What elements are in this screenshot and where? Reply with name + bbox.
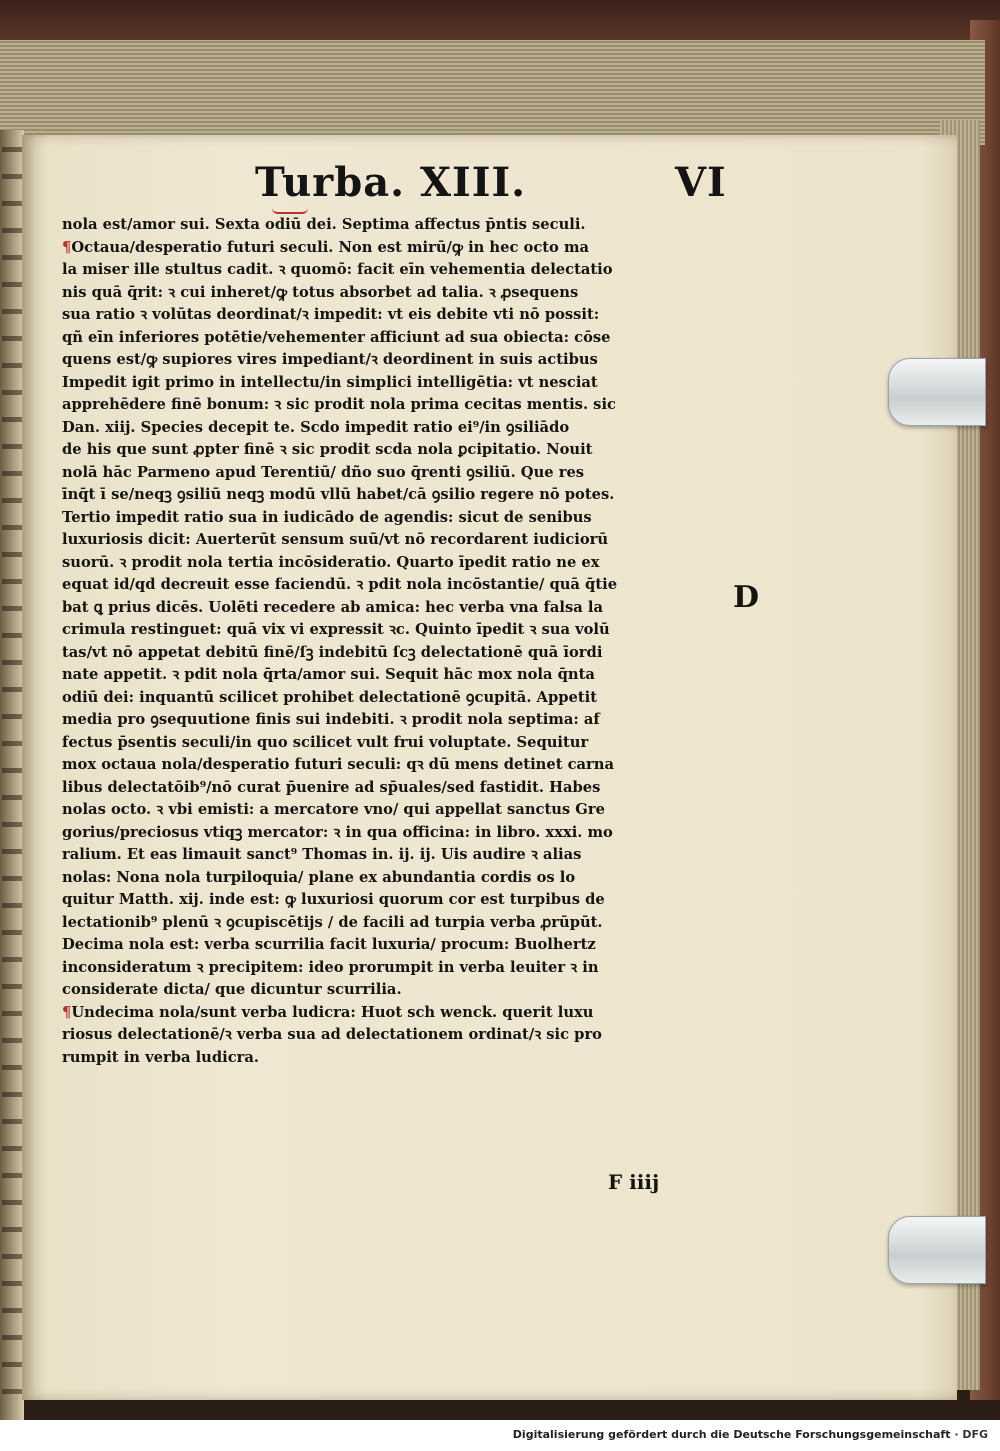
text-line: apprehēdere finē bonum: ꝛ sic prodit nola prima cecitas mentis. sic xyxy=(62,396,616,413)
dfg-logo: · DFG xyxy=(954,1428,988,1441)
running-title: Turba. XIII. xyxy=(255,159,527,206)
facing-page-gutter xyxy=(0,130,24,1420)
facing-page-text-fragments xyxy=(2,140,22,1410)
text-line: inconsideratum ꝛ precipitem: ideo prorumpit in verba leuiter ꝛ in xyxy=(62,958,599,976)
text-line: fectus p̄sentis seculi/in quo scilicet vult frui voluptate. Sequitur xyxy=(62,733,589,751)
text-line: nis quā q̄rit: ꝛ cui inheret/ꝙ totus absorbet ad talia. ꝛ ꝓsequens xyxy=(62,283,579,301)
text-line-content: Octaua/desperatio futuri seculi. Non est mirū/ꝙ in hec octo ma xyxy=(71,238,590,256)
text-line: Tertio impedit ratio sua in iudicādo de agendis: sicut de senibus xyxy=(62,508,592,526)
text-line: libus delectatōib⁹/nō curat p̄uenire ad sp̄uales/sed fastidit. Habes xyxy=(62,778,601,796)
text-line: bat ꝗ prius dicēs. Uolēti recedere ab amica: hec verba vna falsa la xyxy=(62,598,603,616)
signature-mark: F iiij xyxy=(608,1170,660,1194)
page-body-text xyxy=(62,214,717,1069)
text-line: Dan. xiij. Species decepit te. Scdo impedit ratio ei⁹/in ꝯsiliādo xyxy=(62,418,570,436)
text-line xyxy=(62,1002,717,1025)
text-line: rumpit in verba ludicra. xyxy=(62,1048,260,1066)
text-line: Decima nola est: verba scurrilia facit luxuria/ procum: Buolhertz xyxy=(62,936,596,953)
rubric-mark-icon: ¶ xyxy=(62,1003,72,1021)
text-line: quens est/ꝙ supiores vires impediant/ꝛ deordinent in suis actibus xyxy=(62,351,598,368)
page-clamp-top xyxy=(888,358,986,426)
text-line: nolas octo. ꝛ vbi emisti: a mercatore vno/ qui appellat sanctus Gre xyxy=(62,801,605,818)
text-line: mox octaua nola/desperatio futuri seculi: qꝛ dū mens detinet carna xyxy=(62,756,614,773)
book-cover-top xyxy=(0,0,1000,40)
text-line: nolā hāc Parmeno apud Terentiū/ dño suo q̄renti ꝯsiliū. Que res xyxy=(62,463,585,481)
text-line: qñ eīn inferiores potētie/vehementer afficiunt ad sua obiecta: cōse xyxy=(62,328,611,346)
rubric-mark-icon: ¶ xyxy=(62,238,72,256)
text-line: luxuriosis dicit: Auerterūt sensum suū/vt nō recordarent iudiciorū xyxy=(62,531,609,548)
text-line: riosus delectationē/ꝛ verba sua ad delectationem ordinat/ꝛ sic pro xyxy=(62,1026,602,1043)
text-line: lectationib⁹ plenū ꝛ ꝯcupiscētijs / de facili ad turpia verba ꝓrūpūt. xyxy=(62,913,603,931)
text-line: nolas: Nona nola turpiloquia/ plane ex abundantia cordis os lo xyxy=(62,868,576,886)
text-line: equat id/qd decreuit esse faciendū. ꝛ pdit nola incōstantie/ quā q̄tie xyxy=(62,576,618,593)
text-line-content: Undecima nola/sunt verba ludicra: Huot sch wenck. querit luxu xyxy=(71,1003,594,1021)
folio-number: VI xyxy=(675,159,727,206)
text-line: Impedit igit primo in intellectu/in simplici intelligētia: vt nesciat xyxy=(62,373,598,391)
text-line xyxy=(62,237,717,260)
text-line: suorū. ꝛ prodit nola tertia incōsideratio. Quarto īpedit ratio ne ex xyxy=(62,553,600,571)
text-line: considerate dicta/ que dicuntur scurrilia. xyxy=(62,981,402,998)
text-line: odiū dei: inquantū scilicet prohibet delectationē ꝯcupitā. Appetit xyxy=(62,688,597,706)
page-block-top-edge xyxy=(0,40,985,145)
text-line: īnq̄t ī se/neqꝫ ꝯsiliū neqꝫ modū vllū habet/cā ꝯsilio regere nō potes. xyxy=(62,486,615,503)
text-line: crimula restinguet: quā vix vi expressit ꝛc. Quinto īpedit ꝛ sua volū xyxy=(62,621,610,638)
text-line: tas/vt nō appetat debitū finē/ſꝫ indebitū ſcꝫ delectationē quā īordi xyxy=(62,643,603,661)
text-line: media pro ꝯsequutione finis sui indebiti. ꝛ prodit nola septima: af xyxy=(62,711,600,728)
marginal-mark: D xyxy=(733,580,760,615)
text-line: quitur Matth. xij. inde est: ꝙ luxuriosi quorum cor est turpibus de xyxy=(62,891,605,908)
text-line: ralium. Et eas limauit sanct⁹ Thomas in. ij. ij. Uis audire ꝛ alias xyxy=(62,846,582,863)
text-line: la miser ille stultus cadit. ꝛ quomō: facit eīn vehementia delectatio xyxy=(62,261,613,278)
text-line: de his que sunt ꝓpter finē ꝛ sic prodit scda nola ꝑcipitatio. Nouit xyxy=(62,441,593,458)
page-clamp-bottom xyxy=(888,1216,986,1284)
text-line: sua ratio ꝛ volūtas deordinat/ꝛ impedit: vt eis debite vti nō possit: xyxy=(62,306,600,323)
text-line: nate appetit. ꝛ pdit nola q̄rta/amor sui. Sequit hāc mox nola q̄nta xyxy=(62,666,595,683)
text-line: nola est/amor sui. Sexta odiū dei. Septima affectus p̄ntis seculi. xyxy=(62,216,586,233)
footer-text: Digitalisierung gefördert durch die Deutsche Forschungsgemeinschaft xyxy=(512,1428,951,1441)
text-line: gorius/preciosus vtiqꝫ mercator: ꝛ in qua officina: in libro. xxxi. mo xyxy=(62,823,613,841)
digitization-footer xyxy=(513,1428,988,1441)
running-header xyxy=(255,155,775,217)
